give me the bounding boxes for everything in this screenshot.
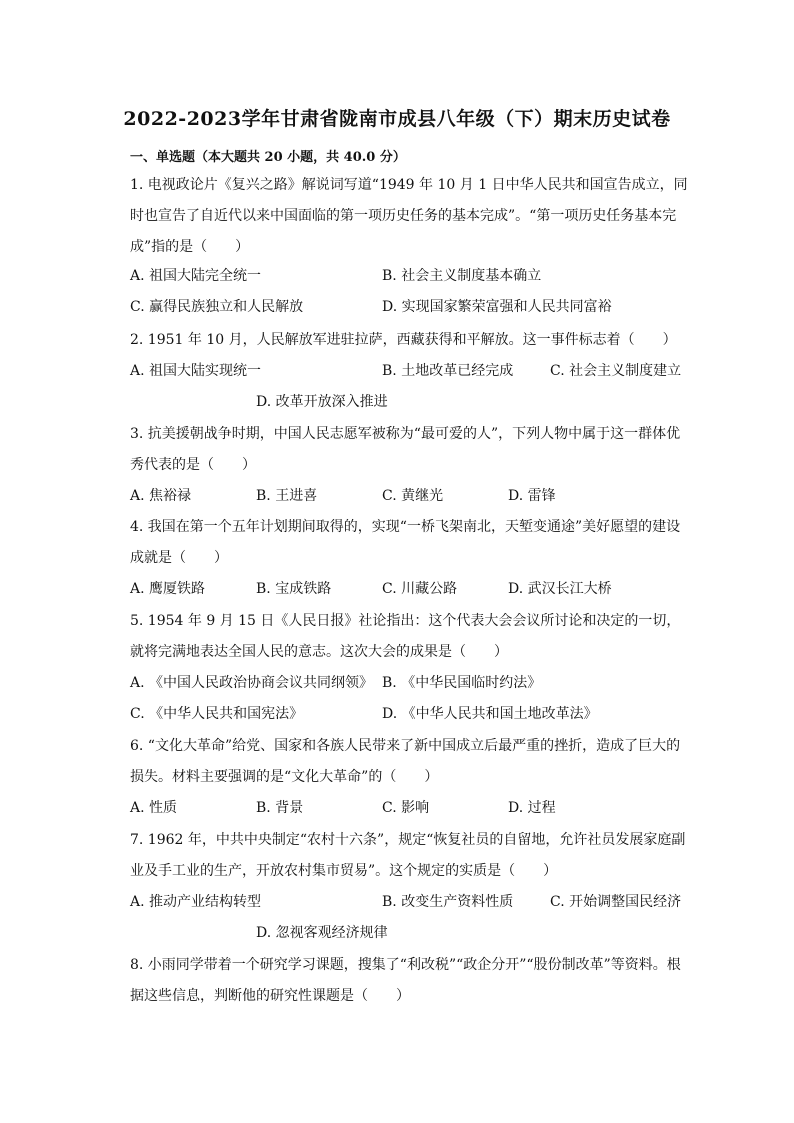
question-1-option-c: C. 赢得民族独立和人民解放 bbox=[130, 299, 304, 315]
question-5-option-a: A. 《中国人民政治协商会议共同纲领》 bbox=[130, 675, 374, 691]
question-4-option-b: B. 宝成铁路 bbox=[256, 581, 332, 597]
question-2-stem: 2. 1951 年 10 月，人民解放军进驻拉萨，西藏获得和平解放。这一事件标志着（ ） bbox=[130, 332, 677, 348]
question-2-option-a: A. 祖国大陆实现统一 bbox=[130, 363, 262, 379]
question-6-option-a: A. 性质 bbox=[130, 800, 178, 816]
question-1-option-b: B. 社会主义制度基本确立 bbox=[382, 268, 542, 284]
question-6-option-b: B. 背景 bbox=[256, 800, 304, 816]
question-5-option-d: D. 《中华人民共和国土地改革法》 bbox=[382, 706, 598, 722]
question-7-option-a: A. 推动产业结构转型 bbox=[130, 894, 262, 910]
question-4-option-c: C. 川藏公路 bbox=[382, 581, 458, 597]
question-3-stem: 3. 抗美援朝战争时期，中国人民志愿军被称为“最可爱的人”，下列人物中属于这一群体优秀代表的是（ ） bbox=[130, 426, 681, 473]
question-6-stem: 6. “文化大革命”给党、国家和各族人民带来了新中国成立后最严重的挫折，造成了巨大的损失。材料主要强调的是“文化大革命”的（ ） bbox=[130, 738, 681, 785]
question-3-option-c: C. 黄继光 bbox=[382, 488, 444, 504]
question-2-option-b: B. 土地改革已经完成 bbox=[382, 363, 514, 379]
question-4-option-a: A. 鹰厦铁路 bbox=[130, 581, 206, 597]
question-3-option-b: B. 王进喜 bbox=[256, 488, 318, 504]
question-1-option-d: D. 实现国家繁荣富强和人民共同富裕 bbox=[382, 299, 612, 315]
question-2-option-c: C. 社会主义制度建立 bbox=[550, 363, 682, 379]
question-6-option-c: C. 影响 bbox=[382, 800, 430, 816]
question-1-option-a: A. 祖国大陆完全统一 bbox=[130, 268, 262, 284]
question-7-option-b: B. 改变生产资料性质 bbox=[382, 894, 514, 910]
page-title: 2022-2023学年甘肃省陇南市成县八年级（下）期末历史试卷 bbox=[123, 108, 671, 130]
question-7-option-c: C. 开始调整国民经济 bbox=[550, 894, 682, 910]
question-2-option-d: D. 改革开放深入推进 bbox=[256, 394, 388, 410]
question-3-option-a: A. 焦裕禄 bbox=[130, 488, 192, 504]
question-5-stem: 5. 1954 年 9 月 15 日《人民日报》社论指出：这个代表大会会议所讨论和决定的一切，就将完满地表达全国人民的意志。这次大会的成果是（ ） bbox=[130, 613, 681, 660]
question-5-option-b: B. 《中华民国临时约法》 bbox=[382, 675, 542, 691]
question-1-stem: 1. 电视政论片《复兴之路》解说词写道“1949 年 10 月 1 日中华人民共和国宣告成立，同时也宣告了自近代以来中国面临的第一项历史任务的基本完成”。“第一项历史任务基本完成”指的是（ ） bbox=[130, 177, 688, 255]
question-4-stem: 4. 我国在第一个五年计划期间取得的，实现“一桥飞架南北，天堑变通途”美好愿望的建设成就是（ ） bbox=[130, 519, 681, 566]
question-3-option-d: D. 雷锋 bbox=[508, 488, 556, 504]
question-7-stem: 7. 1962 年，中共中央制定“农村十六条”，规定“恢复社员的自留地，允许社员发展家庭副业及手工业的生产，开放农村集市贸易”。这个规定的实质是（ ） bbox=[130, 832, 686, 879]
question-5-option-c: C. 《中华人民共和国宪法》 bbox=[130, 706, 304, 722]
question-6-option-d: D. 过程 bbox=[508, 800, 556, 816]
question-4-option-d: D. 武汉长江大桥 bbox=[508, 581, 612, 597]
question-8-stem: 8. 小雨同学带着一个研究学习课题，搜集了“利改税”“政企分开”“股份制改革”等资料。根据这些信息，判断他的研究性课题是（ ） bbox=[130, 957, 681, 1004]
question-7-option-d: D. 忽视客观经济规律 bbox=[256, 925, 388, 941]
section-heading: 一、单选题（本大题共 20 小题，共 40.0 分） bbox=[130, 150, 406, 165]
